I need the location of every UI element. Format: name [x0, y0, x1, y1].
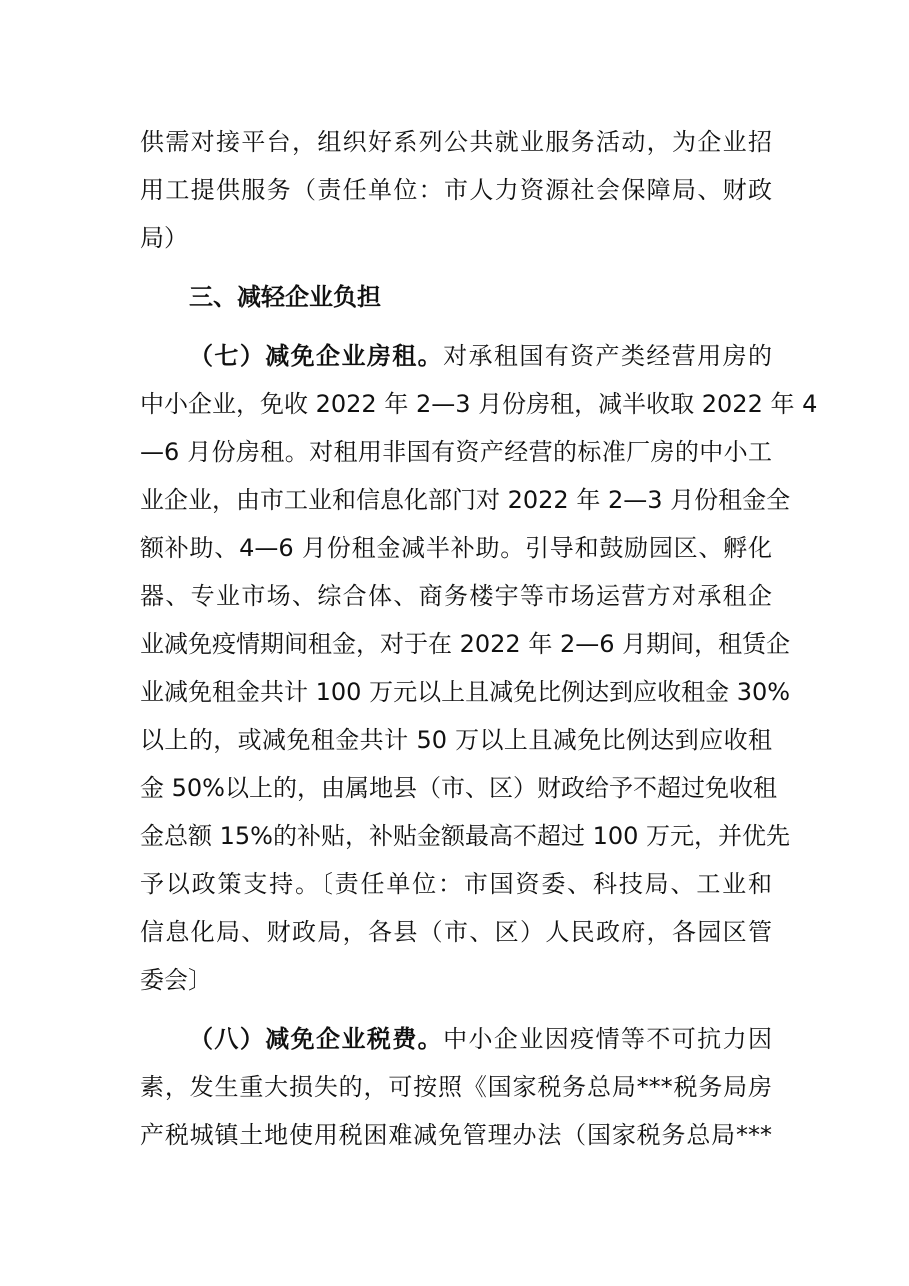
paragraph-line: 业减免疫情期间租金，对于在 2022 年 2—6 月期间，租赁企 [140, 630, 791, 658]
item-8-first-line-rest: 中小企业因疫情等不可抗力因 [443, 1025, 773, 1053]
item-8-title: （八）减免企业税费。 [189, 1025, 444, 1053]
item-7-first-line [189, 332, 772, 380]
paragraph-line: 额补助、4—6 月份租金减半补助。引导和鼓励园区、孵化 [140, 534, 772, 562]
section-heading: 三、减轻企业负担 [189, 283, 381, 311]
paragraph-line: 器、专业市场、综合体、商务楼宇等市场运营方对承租企 [140, 582, 772, 610]
paragraph-line: 素，发生重大损失的，可按照《国家税务总局***税务局房 [140, 1073, 772, 1101]
paragraph-line: 中小企业，免收 2022 年 2—3 月份房租，减半收取 2022 年 4 [140, 390, 818, 418]
item-7-title: （七）减免企业房租。 [189, 342, 444, 370]
paragraph-line: 金总额 15%的补贴，补贴金额最高不超过 100 万元，并优先 [140, 822, 791, 850]
paragraph-line: 予以政策支持。〔责任单位：市国资委、科技局、工业和 [140, 870, 772, 898]
paragraph-line: 用工提供服务（责任单位：市人力资源社会保障局、财政 [140, 176, 772, 204]
paragraph-line: 业减免租金共计 100 万元以上且减免比例达到应收租金 30% [140, 678, 791, 706]
paragraph-line: 以上的，或减免租金共计 50 万以上且减免比例达到应收租 [140, 726, 772, 754]
item-8-first-line [189, 1015, 772, 1063]
paragraph-line: 产税城镇土地使用税困难减免管理办法（国家税务总局*** [140, 1121, 772, 1149]
paragraph-line: 供需对接平台，组织好系列公共就业服务活动，为企业招 [140, 128, 772, 156]
paragraph-line: 信息化局、财政局，各县（市、区）人民政府，各园区管 [140, 918, 772, 946]
paragraph-line: 委会〕 [140, 966, 212, 994]
item-7-first-line-rest: 对承租国有资产类经营用房的 [443, 342, 773, 370]
paragraph-line: 业企业，由市工业和信息化部门对 2022 年 2—3 月份租金全 [140, 486, 791, 514]
paragraph-line: 金 50%以上的，由属地县（市、区）财政给予不超过免收租 [140, 774, 777, 802]
paragraph-line: —6 月份房租。对租用非国有资产经营的标准厂房的中小工 [140, 438, 772, 466]
paragraph-line: 局） [140, 224, 188, 252]
